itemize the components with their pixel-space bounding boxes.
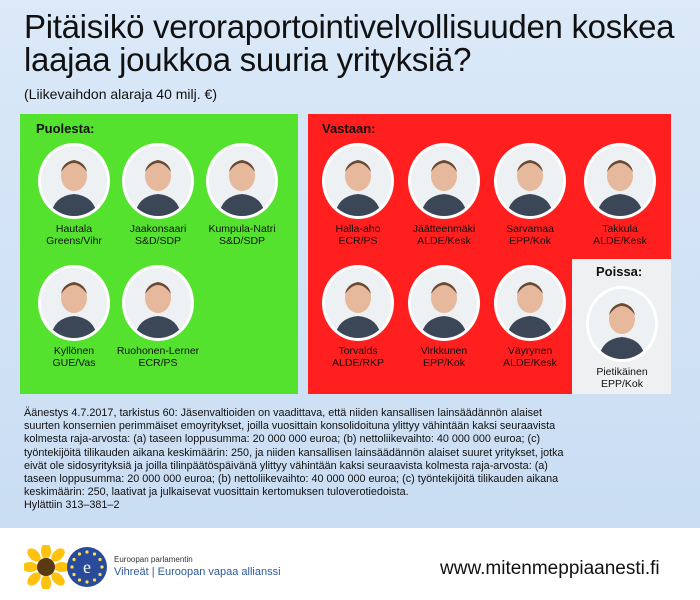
mep-party: GUE/Vas	[52, 357, 96, 369]
mep-party: ECR/PS	[138, 357, 178, 369]
vote-text-line: työntekijöitä tilikauden aikana keskimäärin: 250, ja niiden kansallisen lainsäädännön alaiset suuret yritykset, jotka	[24, 446, 564, 459]
greens-efa-logo	[66, 546, 108, 588]
mep-portrait	[408, 265, 480, 341]
mep-portrait	[586, 286, 658, 362]
mep-portrait	[322, 143, 394, 219]
mep-party: ALDE/Kesk	[593, 235, 647, 247]
absent-label: Poissa:	[596, 264, 643, 279]
for-label: Puolesta:	[36, 121, 95, 136]
mep-party: Greens/Vihr	[46, 235, 102, 247]
against-label: Vastaan:	[322, 121, 376, 136]
mep-name: Kyllönen	[53, 345, 95, 357]
sunflower-icon	[24, 545, 68, 589]
mep-name: Virkkunen	[420, 345, 468, 357]
mep-card	[316, 143, 400, 247]
mep-name: Ruohonen-Lerner	[116, 345, 200, 357]
org-name-line1: Euroopan parlamentin	[114, 555, 193, 564]
mep-name: Takkula	[602, 223, 638, 235]
mep-party: S&D/SDP	[218, 235, 266, 247]
mep-card	[578, 143, 662, 247]
mep-party: ALDE/RKP	[332, 357, 384, 369]
mep-card	[488, 143, 572, 247]
mep-name: Kumpula-Natri	[208, 223, 276, 235]
mep-card	[316, 265, 400, 369]
org-name-line2: Vihreät | Euroopan vapaa allianssi	[114, 566, 281, 578]
mep-name: Sarvamaa	[506, 223, 554, 235]
mep-portrait	[38, 143, 110, 219]
mep-card	[402, 265, 486, 369]
vote-text-line: Äänestys 4.7.2017, tarkistus 60: Jäsenvaltioiden on vaadittava, että niiden kansallisen lainsäädännön alaiset	[24, 407, 542, 419]
vote-result: Hylättiin 313–381–2	[24, 499, 120, 512]
mep-card	[116, 265, 200, 369]
vote-text-line: eivät ole sidosyrityksiä ja joilla tilinpäätöspäivänä ylittyy vähintään kaksi seuraavista kolmesta raja-arvosta: (a)	[24, 459, 548, 472]
page-title: Pitäisikö veroraportointivelvollisuuden koskea laajaa joukkoa suuria yrityksiä?	[24, 8, 675, 78]
mep-card	[402, 143, 486, 247]
mep-card	[32, 143, 116, 247]
svg-text:e: e	[83, 557, 91, 577]
vote-text-line: suurten konsernien perimmäiset emoyritykset, joilla vuosittain konsolidoituna ylittyy vähintään kaksi seuraavista	[24, 420, 556, 433]
mep-party: EPP/Kok	[422, 357, 466, 369]
mep-name: Hautala	[55, 223, 93, 235]
mep-portrait	[494, 265, 566, 341]
vote-text-line: taseen loppusumma: 20 000 000 euroa; (b) nettoliikevaihto: 40 000 000 euroa; (c) työntekijöitä tilikauden aikana	[24, 473, 559, 486]
mep-party: ALDE/Kesk	[503, 357, 557, 369]
mep-card	[116, 143, 200, 247]
mep-party: ALDE/Kesk	[417, 235, 471, 247]
mep-portrait	[206, 143, 278, 219]
mep-card	[488, 265, 572, 369]
website-link[interactable]: www.mitenmeppiaanesti.fi	[440, 558, 660, 579]
mep-card	[32, 265, 116, 369]
mep-name: Jaakonsaari	[129, 223, 187, 235]
mep-party: ECR/PS	[338, 235, 378, 247]
mep-party: EPP/Kok	[600, 378, 644, 390]
mep-portrait	[408, 143, 480, 219]
mep-portrait	[38, 265, 110, 341]
mep-name: Pietikäinen	[596, 366, 648, 378]
mep-name: Jäätteenmäki	[412, 223, 476, 235]
mep-party: EPP/Kok	[508, 235, 552, 247]
mep-portrait	[494, 143, 566, 219]
vote-description	[24, 407, 680, 513]
vote-text-line: kolmesta raja-arvosta: (a) taseen loppusumma: 20 000 000 euroa; (b) nettoliikevaihto: 40 000 000 euroa; (c)	[24, 433, 541, 446]
mep-card	[200, 143, 284, 247]
mep-name: Väyrynen	[507, 345, 553, 357]
page-subtitle: (Liikevaihdon alaraja 40 milj. €)	[24, 86, 217, 102]
mep-name: Halla-aho	[335, 223, 381, 235]
mep-card	[580, 286, 664, 390]
mep-portrait	[584, 143, 656, 219]
mep-party: S&D/SDP	[134, 235, 182, 247]
mep-portrait	[122, 265, 194, 341]
vote-text-line: keskimäärin: 250, laativat ja julkaisevat vuosittain kertomuksen tuloverotiedoista.	[24, 486, 409, 499]
mep-name: Torvalds	[338, 345, 378, 357]
mep-portrait	[122, 143, 194, 219]
mep-portrait	[322, 265, 394, 341]
